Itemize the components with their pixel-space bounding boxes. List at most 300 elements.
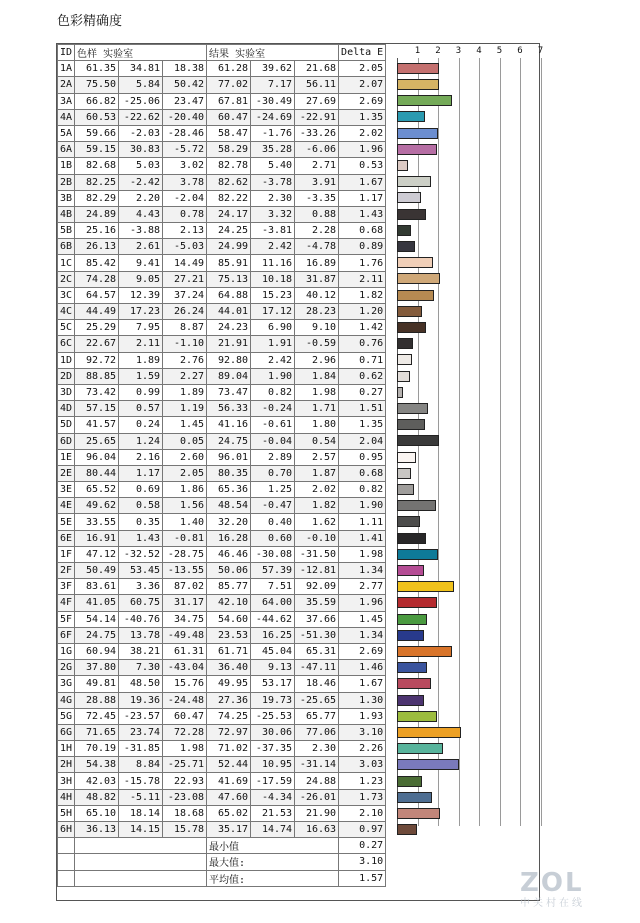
delta-e-value: 1.11 (339, 514, 386, 530)
delta-e-value: 1.67 (339, 676, 386, 692)
result-l: 41.16 (207, 417, 251, 433)
result-l: 23.53 (207, 627, 251, 643)
sample-b: 1.98 (163, 741, 207, 757)
result-a: -24.69 (251, 109, 295, 125)
result-l: 46.46 (207, 546, 251, 562)
sample-l: 57.15 (75, 401, 119, 417)
delta-e-value: 1.42 (339, 320, 386, 336)
sample-b: 15.78 (163, 822, 207, 838)
delta-e-bar (397, 452, 416, 463)
tick-label: 5 (496, 46, 503, 56)
sample-l: 26.13 (75, 239, 119, 255)
table-row (58, 595, 386, 611)
sample-a: 48.50 (119, 676, 163, 692)
result-b: -33.26 (295, 125, 339, 141)
result-a: -17.59 (251, 773, 295, 789)
result-b: 9.10 (295, 320, 339, 336)
result-a: -0.04 (251, 433, 295, 449)
row-id: 2D (58, 368, 75, 384)
sample-a: 1.43 (119, 530, 163, 546)
table-row (58, 271, 386, 287)
result-b: 1.84 (295, 368, 339, 384)
row-id: 5D (58, 417, 75, 433)
result-b: 1.80 (295, 417, 339, 433)
sample-l: 59.66 (75, 125, 119, 141)
table-row (58, 676, 386, 692)
result-l: 61.28 (207, 61, 251, 77)
result-a: 53.17 (251, 676, 295, 692)
row-id: 6B (58, 239, 75, 255)
delta-e-bar (397, 484, 414, 495)
sample-a: 34.81 (119, 61, 163, 77)
tick-label: 7 (537, 46, 544, 56)
row-id: 1H (58, 741, 75, 757)
result-a: 0.40 (251, 514, 295, 530)
result-l: 24.99 (207, 239, 251, 255)
delta-e-value: 2.10 (339, 805, 386, 821)
header-delta: Delta E (339, 45, 386, 61)
sample-l: 28.88 (75, 692, 119, 708)
result-b: -0.10 (295, 530, 339, 546)
sample-l: 83.61 (75, 579, 119, 595)
sample-l: 25.29 (75, 320, 119, 336)
delta-e-value: 0.27 (339, 384, 386, 400)
sample-a: 7.95 (119, 320, 163, 336)
result-b: 65.31 (295, 643, 339, 659)
delta-e-bar (397, 662, 427, 673)
result-b: 16.63 (295, 822, 339, 838)
result-b: 27.69 (295, 93, 339, 109)
table-row (58, 757, 386, 773)
sample-l: 41.05 (75, 595, 119, 611)
sample-l: 65.52 (75, 482, 119, 498)
result-a: 19.73 (251, 692, 295, 708)
table-row (58, 239, 386, 255)
grid-line (479, 58, 480, 826)
delta-e-table (57, 44, 386, 887)
result-l: 36.40 (207, 660, 251, 676)
result-l: 77.02 (207, 77, 251, 93)
grid-line (520, 58, 521, 826)
row-id: 4E (58, 498, 75, 514)
result-b: 0.54 (295, 433, 339, 449)
result-a: 9.13 (251, 660, 295, 676)
sample-l: 54.38 (75, 757, 119, 773)
sample-l: 16.91 (75, 530, 119, 546)
delta-e-value: 3.10 (339, 724, 386, 740)
result-l: 92.80 (207, 352, 251, 368)
delta-e-bar (397, 403, 428, 414)
sample-b: 61.31 (163, 643, 207, 659)
sample-b: 60.47 (163, 708, 207, 724)
delta-e-bar (397, 581, 454, 592)
result-a: -1.76 (251, 125, 295, 141)
table-row (58, 563, 386, 579)
result-l: 61.71 (207, 643, 251, 659)
sample-a: -32.52 (119, 546, 163, 562)
row-id: 3C (58, 287, 75, 303)
result-l: 60.47 (207, 109, 251, 125)
row-id: 6G (58, 724, 75, 740)
row-id: 6C (58, 336, 75, 352)
sample-a: 5.84 (119, 77, 163, 93)
delta-e-value: 2.04 (339, 433, 386, 449)
result-l: 54.60 (207, 611, 251, 627)
table-row (58, 255, 386, 271)
sample-b: 37.24 (163, 287, 207, 303)
result-l: 58.29 (207, 142, 251, 158)
watermark (520, 868, 585, 909)
row-id: 2C (58, 271, 75, 287)
sample-l: 88.85 (75, 368, 119, 384)
result-l: 41.69 (207, 773, 251, 789)
sample-a: -25.06 (119, 93, 163, 109)
sample-a: 0.57 (119, 401, 163, 417)
sample-b: 1.45 (163, 417, 207, 433)
result-b: -31.50 (295, 546, 339, 562)
result-l: 64.88 (207, 287, 251, 303)
grid-line (500, 58, 501, 826)
delta-e-bar (397, 79, 439, 90)
sample-b: -2.04 (163, 190, 207, 206)
sample-l: 59.15 (75, 142, 119, 158)
sample-l: 25.16 (75, 223, 119, 239)
result-a: -4.34 (251, 789, 295, 805)
stat-spacer (58, 838, 75, 854)
result-l: 49.95 (207, 676, 251, 692)
result-l: 89.04 (207, 368, 251, 384)
sample-l: 64.57 (75, 287, 119, 303)
delta-e-value: 0.53 (339, 158, 386, 174)
result-b: 1.82 (295, 498, 339, 514)
sample-a: 3.36 (119, 579, 163, 595)
row-id: 2E (58, 465, 75, 481)
delta-e-bar (397, 776, 422, 787)
result-a: 10.18 (251, 271, 295, 287)
sample-b: -49.48 (163, 627, 207, 643)
page-title: 色彩精确度 (57, 14, 123, 29)
delta-e-value: 1.34 (339, 627, 386, 643)
row-id: 1B (58, 158, 75, 174)
sample-b: 22.93 (163, 773, 207, 789)
tick-label: 3 (455, 46, 462, 56)
sample-l: 50.49 (75, 563, 119, 579)
row-id: 4H (58, 789, 75, 805)
sample-a: -15.78 (119, 773, 163, 789)
sample-b: 18.38 (163, 61, 207, 77)
delta-e-value: 2.07 (339, 77, 386, 93)
row-id: 1A (58, 61, 75, 77)
result-l: 16.28 (207, 530, 251, 546)
result-a: 1.91 (251, 336, 295, 352)
row-id: 3G (58, 676, 75, 692)
sample-a: 8.84 (119, 757, 163, 773)
sample-b: 18.68 (163, 805, 207, 821)
stat-value: 3.10 (339, 854, 386, 870)
row-id: 6D (58, 433, 75, 449)
result-b: 28.23 (295, 304, 339, 320)
delta-e-bar (397, 63, 439, 74)
delta-e-value: 1.73 (339, 789, 386, 805)
result-b: 65.77 (295, 708, 339, 724)
result-l: 58.47 (207, 125, 251, 141)
sample-b: 2.13 (163, 223, 207, 239)
delta-e-value: 2.11 (339, 271, 386, 287)
row-id: 5C (58, 320, 75, 336)
sample-a: 53.45 (119, 563, 163, 579)
result-a: -3.81 (251, 223, 295, 239)
sample-l: 41.57 (75, 417, 119, 433)
sample-a: 1.17 (119, 465, 163, 481)
delta-e-value: 2.69 (339, 643, 386, 659)
result-l: 80.35 (207, 465, 251, 481)
result-a: -3.78 (251, 174, 295, 190)
sample-a: 17.23 (119, 304, 163, 320)
sample-b: 2.76 (163, 352, 207, 368)
stat-label: 最大值: (207, 854, 339, 870)
row-id: 4B (58, 206, 75, 222)
result-l: 52.44 (207, 757, 251, 773)
delta-e-bar (397, 597, 437, 608)
sample-a: 38.21 (119, 643, 163, 659)
result-l: 82.62 (207, 174, 251, 190)
delta-e-value: 1.34 (339, 563, 386, 579)
sample-b: -28.46 (163, 125, 207, 141)
result-l: 67.81 (207, 93, 251, 109)
row-id: 1C (58, 255, 75, 271)
delta-e-bar (397, 695, 424, 706)
result-b: -12.81 (295, 563, 339, 579)
sample-l: 37.80 (75, 660, 119, 676)
result-b: 2.30 (295, 741, 339, 757)
sample-a: 4.43 (119, 206, 163, 222)
sample-a: -22.62 (119, 109, 163, 125)
table-row (58, 611, 386, 627)
result-a: 35.28 (251, 142, 295, 158)
result-l: 24.23 (207, 320, 251, 336)
sample-b: 1.40 (163, 514, 207, 530)
delta-e-bar (397, 387, 403, 398)
sample-a: 13.78 (119, 627, 163, 643)
sample-a: 2.11 (119, 336, 163, 352)
result-a: 30.06 (251, 724, 295, 740)
row-id: 5H (58, 805, 75, 821)
delta-e-bar (397, 516, 420, 527)
result-l: 48.54 (207, 498, 251, 514)
delta-e-bar (397, 338, 413, 349)
delta-e-bar (397, 727, 461, 738)
sample-b: -13.55 (163, 563, 207, 579)
table-row (58, 401, 386, 417)
row-id: 1G (58, 643, 75, 659)
result-l: 65.36 (207, 482, 251, 498)
table-row (58, 773, 386, 789)
result-a: 14.74 (251, 822, 295, 838)
delta-e-bar (397, 192, 421, 203)
table-row (58, 643, 386, 659)
header-row (58, 45, 386, 61)
result-a: 16.25 (251, 627, 295, 643)
sample-l: 36.13 (75, 822, 119, 838)
header-sample: 色样 实验室 (75, 45, 207, 61)
delta-e-value: 2.02 (339, 125, 386, 141)
result-b: -0.59 (295, 336, 339, 352)
delta-e-bar (397, 354, 412, 365)
sample-l: 96.04 (75, 449, 119, 465)
row-id: 2G (58, 660, 75, 676)
result-b: -3.35 (295, 190, 339, 206)
row-id: 5F (58, 611, 75, 627)
sample-b: -1.10 (163, 336, 207, 352)
delta-e-value: 1.43 (339, 206, 386, 222)
result-a: 6.90 (251, 320, 295, 336)
stat-spacer (75, 870, 207, 886)
row-id: 1E (58, 449, 75, 465)
delta-e-bar (397, 468, 411, 479)
result-a: 2.42 (251, 352, 295, 368)
sample-b: 34.75 (163, 611, 207, 627)
sample-b: -25.71 (163, 757, 207, 773)
sample-l: 22.67 (75, 336, 119, 352)
delta-e-value: 1.30 (339, 692, 386, 708)
delta-e-value: 0.82 (339, 482, 386, 498)
result-a: -0.24 (251, 401, 295, 417)
table-row (58, 384, 386, 400)
result-b: 77.06 (295, 724, 339, 740)
sample-l: 44.49 (75, 304, 119, 320)
stat-label: 平均值: (207, 870, 339, 886)
sample-a: 9.05 (119, 271, 163, 287)
delta-e-value: 1.17 (339, 190, 386, 206)
result-b: 56.11 (295, 77, 339, 93)
result-l: 82.78 (207, 158, 251, 174)
delta-e-value: 1.93 (339, 708, 386, 724)
delta-e-bar (397, 565, 424, 576)
table-row (58, 805, 386, 821)
delta-e-value: 1.96 (339, 595, 386, 611)
table-row (58, 158, 386, 174)
row-id: 3B (58, 190, 75, 206)
delta-e-value: 0.68 (339, 465, 386, 481)
delta-e-bar (397, 225, 411, 236)
sample-b: 8.87 (163, 320, 207, 336)
table-row (58, 692, 386, 708)
table-row (58, 287, 386, 303)
delta-e-bar (397, 273, 440, 284)
stat-value: 0.27 (339, 838, 386, 854)
sample-a: 2.61 (119, 239, 163, 255)
result-a: 17.12 (251, 304, 295, 320)
sample-b: -23.08 (163, 789, 207, 805)
delta-e-value: 2.05 (339, 61, 386, 77)
table-row (58, 190, 386, 206)
delta-e-value: 2.77 (339, 579, 386, 595)
result-a: 39.62 (251, 61, 295, 77)
table-row (58, 822, 386, 838)
result-b: 2.02 (295, 482, 339, 498)
table-row (58, 93, 386, 109)
result-b: -26.01 (295, 789, 339, 805)
sample-l: 24.75 (75, 627, 119, 643)
delta-e-value: 1.96 (339, 142, 386, 158)
result-a: 0.70 (251, 465, 295, 481)
tick-label: 4 (476, 46, 482, 56)
delta-e-bar (397, 678, 431, 689)
delta-e-value: 1.20 (339, 304, 386, 320)
result-a: 2.89 (251, 449, 295, 465)
result-a: 11.16 (251, 255, 295, 271)
sample-b: 31.17 (163, 595, 207, 611)
result-b: 1.62 (295, 514, 339, 530)
result-a: 45.04 (251, 643, 295, 659)
stat-spacer (75, 838, 207, 854)
result-l: 47.60 (207, 789, 251, 805)
sample-a: 14.15 (119, 822, 163, 838)
result-l: 21.91 (207, 336, 251, 352)
delta-e-value: 3.03 (339, 757, 386, 773)
result-b: 1.87 (295, 465, 339, 481)
result-a: 0.60 (251, 530, 295, 546)
table-row (58, 579, 386, 595)
result-l: 24.75 (207, 433, 251, 449)
result-b: -25.65 (295, 692, 339, 708)
delta-e-value: 0.76 (339, 336, 386, 352)
delta-e-bar (397, 95, 452, 106)
sample-a: 1.59 (119, 368, 163, 384)
row-id: 1F (58, 546, 75, 562)
delta-e-bar (397, 209, 426, 220)
table-row (58, 627, 386, 643)
result-b: 40.12 (295, 287, 339, 303)
result-a: 1.90 (251, 368, 295, 384)
table-row (58, 546, 386, 562)
delta-e-bar (397, 128, 438, 139)
sample-l: 85.42 (75, 255, 119, 271)
delta-e-bar (397, 241, 415, 252)
sample-b: 1.19 (163, 401, 207, 417)
result-a: -30.08 (251, 546, 295, 562)
table-row (58, 530, 386, 546)
row-id: 3E (58, 482, 75, 498)
result-a: 3.32 (251, 206, 295, 222)
sample-b: -5.03 (163, 239, 207, 255)
sample-b: 1.89 (163, 384, 207, 400)
row-id: 3D (58, 384, 75, 400)
result-b: -4.78 (295, 239, 339, 255)
table-row (58, 708, 386, 724)
result-b: 1.98 (295, 384, 339, 400)
table-row (58, 125, 386, 141)
sample-l: 60.94 (75, 643, 119, 659)
delta-e-value: 1.67 (339, 174, 386, 190)
row-id: 1D (58, 352, 75, 368)
sample-l: 75.50 (75, 77, 119, 93)
sample-a: 60.75 (119, 595, 163, 611)
result-l: 42.10 (207, 595, 251, 611)
delta-e-value: 0.97 (339, 822, 386, 838)
sample-l: 74.28 (75, 271, 119, 287)
result-b: -51.30 (295, 627, 339, 643)
sample-l: 71.65 (75, 724, 119, 740)
table-row (58, 741, 386, 757)
sample-b: 23.47 (163, 93, 207, 109)
stat-spacer (58, 870, 75, 886)
row-id: 4G (58, 692, 75, 708)
sample-b: 1.56 (163, 498, 207, 514)
sample-b: 0.05 (163, 433, 207, 449)
result-l: 44.01 (207, 304, 251, 320)
delta-e-value: 1.41 (339, 530, 386, 546)
